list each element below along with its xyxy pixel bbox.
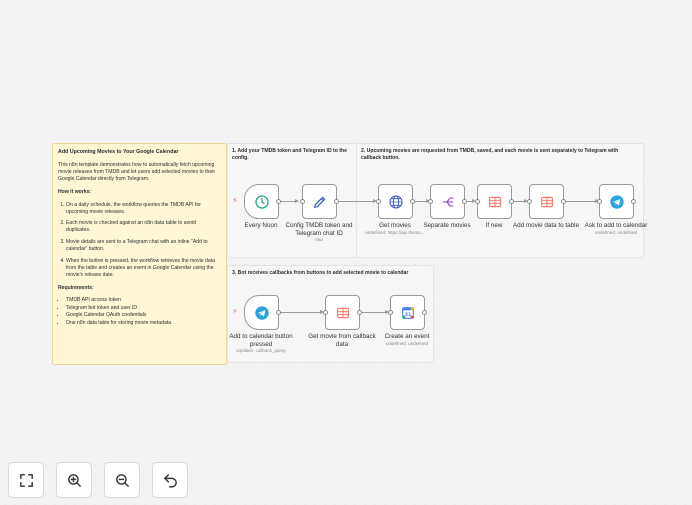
node-label: Get movies <box>379 222 411 229</box>
connection-line <box>281 201 296 202</box>
node-callback-trigger[interactable] <box>244 295 279 330</box>
node-label: Add movie data to table <box>512 222 580 229</box>
globe-icon <box>388 194 404 210</box>
node-subtitle: undefined: https://api.themo... <box>365 230 425 235</box>
connection-arrow <box>295 199 299 203</box>
connection-line <box>281 312 321 313</box>
note-step: 2. Each movie is checked against an n8n data table to avoid duplicates. <box>66 220 221 234</box>
output-port[interactable] <box>631 199 636 204</box>
zoom-in-icon <box>66 472 83 489</box>
node-ask-add-calendar[interactable] <box>599 184 634 219</box>
input-port[interactable] <box>597 199 602 204</box>
output-port[interactable] <box>509 199 514 204</box>
node-label: Get movie from callback data <box>308 333 376 348</box>
node-label: If new <box>485 222 503 229</box>
input-port[interactable] <box>527 199 532 204</box>
output-port[interactable] <box>462 199 467 204</box>
note-req-heading: Requirements: <box>58 284 94 291</box>
pencil-icon <box>312 194 328 210</box>
output-port[interactable] <box>357 310 362 315</box>
output-port[interactable] <box>422 310 427 315</box>
fit-view-icon <box>18 472 35 489</box>
clock-icon <box>254 194 270 210</box>
note-title: Add Upcoming Movies to Your Google Calendar <box>58 149 179 155</box>
svg-text:31: 31 <box>404 312 411 318</box>
node-add-movie-data[interactable] <box>529 184 564 219</box>
node-subtitle: raw <box>315 237 323 242</box>
note-how-heading: How it works: <box>58 188 92 195</box>
table-icon <box>487 194 503 210</box>
section-1-text: 1. Add your TMDB token and Telegram ID to the config. <box>232 148 347 161</box>
output-port[interactable] <box>276 310 281 315</box>
description-sticky-note[interactable] <box>52 143 227 365</box>
node-subtitle: undefined: undefined <box>385 341 429 346</box>
trigger-bolt-icon: ⚡ <box>232 196 238 205</box>
fit-view-button[interactable] <box>8 462 44 498</box>
zoom-out-icon <box>114 472 131 489</box>
note-steps-list <box>66 202 221 279</box>
input-port[interactable] <box>300 199 305 204</box>
note-requirement: • One n8n data table for storing movie metadata <box>66 320 221 327</box>
google-calendar-icon <box>400 305 416 321</box>
zoom-out-button[interactable] <box>104 462 140 498</box>
node-get-movies[interactable] <box>378 184 413 219</box>
undo-button[interactable] <box>152 462 188 498</box>
note-intro: This n8n template demonstrates how to automatically fetch upcoming movie releases from TMDB and let users add selected movies to their Google Calendar directly from Telegram. <box>58 162 216 182</box>
node-label: Add to calendar button pressed <box>229 333 293 348</box>
table-icon <box>539 194 555 210</box>
telegram-icon <box>609 194 625 210</box>
input-port[interactable] <box>428 199 433 204</box>
node-get-movie-callback[interactable] <box>325 295 360 330</box>
node-if-new[interactable] <box>477 184 512 219</box>
node-create-event[interactable] <box>390 295 425 330</box>
input-port[interactable] <box>323 310 328 315</box>
section-2-text: 2. Upcoming movies are requested from TMDB, saved, and each movie is sent separately to Telegram with callback button. <box>361 148 619 161</box>
note-step: 1. On a daily schedule, the workflow queries the TMDB API for upcoming movie releases. <box>66 202 221 216</box>
node-label: Config TMDB token and Telegram chat ID <box>285 222 353 237</box>
input-port[interactable] <box>376 199 381 204</box>
note-requirement: • Telegram bot token and user ID <box>66 305 221 312</box>
node-label: Create an event <box>384 333 430 340</box>
node-separate-movies[interactable] <box>430 184 465 219</box>
connection-line <box>362 312 386 313</box>
trigger-bolt-icon: ⚡ <box>232 307 238 316</box>
node-label: Every Noon <box>244 222 278 229</box>
table-icon <box>335 305 351 321</box>
note-step: 4. When the button is pressed, the workflow retrieves the movie data from the table and creates an event in Google Calendar using the movie's release date. <box>66 258 221 279</box>
output-port[interactable] <box>561 199 566 204</box>
output-port[interactable] <box>276 199 281 204</box>
note-requirements-list <box>66 297 221 326</box>
output-port[interactable] <box>334 199 339 204</box>
note-requirement: • TMDB API access token <box>66 297 221 304</box>
input-port[interactable] <box>475 199 480 204</box>
node-label: Separate movies <box>423 222 471 229</box>
connection-line <box>339 201 374 202</box>
undo-icon <box>162 472 179 489</box>
node-label: Ask to add to calendar <box>584 222 648 229</box>
note-requirement: • Google Calendar OAuth credentials <box>66 312 221 319</box>
node-subtitle: undefined: undefined <box>594 230 638 235</box>
node-config[interactable] <box>302 184 337 219</box>
telegram-icon <box>254 305 270 321</box>
node-every-noon[interactable] <box>244 184 279 219</box>
zoom-in-button[interactable] <box>56 462 92 498</box>
connection-line <box>566 201 596 202</box>
section-3-text: 3. Bot receives callbacks from buttons to add selected movie to calendar <box>232 270 409 276</box>
split-icon <box>440 194 456 210</box>
input-port[interactable] <box>388 310 393 315</box>
output-port[interactable] <box>410 199 415 204</box>
note-step: 3. Movie details are sent to a Telegram chat with an inline "Add to calendar" button. <box>66 239 221 253</box>
node-subtitle: Updates: callback_query <box>236 348 286 353</box>
